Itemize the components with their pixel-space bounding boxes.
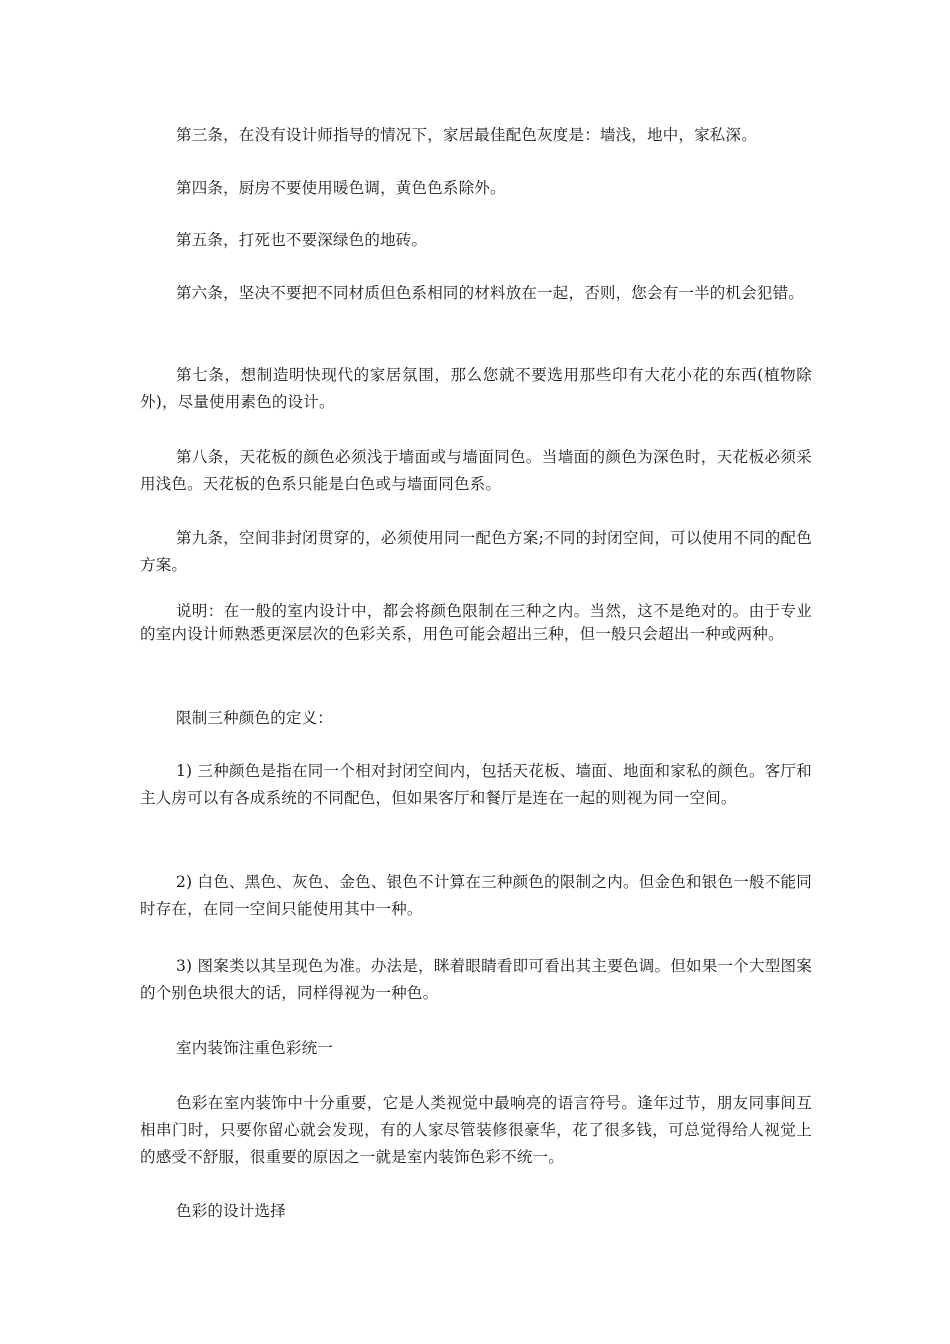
section-heading-color-unity: 室内装饰注重色彩统一	[176, 1039, 334, 1057]
paragraph-note: 说明：在一般的室内设计中，都会将颜色限制在三种之内。当然，这不是绝对的。由于专业的室内设计师熟悉更深层次的色彩关系，用色可能会超出三种，但一般只会超出一种或两种。	[140, 602, 812, 643]
paragraph-rule-5: 第五条，打死也不要深绿色的地砖。	[176, 231, 428, 249]
paragraph-definition-3: 3) 图案类以其呈现色为准。办法是，眯着眼睛看即可看出其主要色调。但如果一个大型图案的个别色块很大的话，同样得视为一种色。	[140, 957, 812, 1002]
paragraph-rule-9: 第九条，空间非封闭贯穿的，必须使用同一配色方案;不同的封闭空间，可以使用不同的配色方案。	[140, 529, 812, 574]
paragraph-rule-7: 第七条，想制造明快现代的家居氛围，那么您就不要选用那些印有大花小花的东西(植物除外)，尽量使用素色的设计。	[140, 366, 812, 411]
paragraph-color-unity: 色彩在室内装饰中十分重要，它是人类视觉中最响亮的语言符号。逢年过节，朋友同事间互相串门时，只要你留心就会发现，有的人家尽管装修很豪华，花了很多钱，可总觉得给人视觉上的感受不舒服，很重要的原因之一就是室内装饰色彩不统一。	[140, 1094, 812, 1166]
paragraph-rule-8: 第八条，天花板的颜色必须浅于墙面或与墙面同色。当墙面的颜色为深色时，天花板必须采用浅色。天花板的色系只能是白色或与墙面同色系。	[140, 448, 812, 493]
paragraph-definition-2: 2) 白色、黑色、灰色、金色、银色不计算在三种颜色的限制之内。但金色和银色一般不能同时存在，在同一空间只能使用其中一种。	[140, 873, 812, 918]
paragraph-rule-4: 第四条，厨房不要使用暖色调，黄色色系除外。	[176, 179, 506, 197]
paragraph-rule-6: 第六条，坚决不要把不同材质但色系相同的材料放在一起，否则，您会有一半的机会犯错。	[176, 284, 805, 302]
section-heading-color-selection: 色彩的设计选择	[176, 1202, 286, 1220]
paragraph-definition-heading: 限制三种颜色的定义：	[176, 709, 334, 727]
paragraph-definition-1: 1) 三种颜色是指在同一个相对封闭空间内，包括天花板、墙面、地面和家私的颜色。客厅和主人房可以有各成系统的不同配色，但如果客厅和餐厅是连在一起的则视为同一空间。	[140, 762, 812, 807]
paragraph-rule-3: 第三条，在没有设计师指导的情况下，家居最佳配色灰度是：墙浅，地中，家私深。	[176, 126, 757, 144]
